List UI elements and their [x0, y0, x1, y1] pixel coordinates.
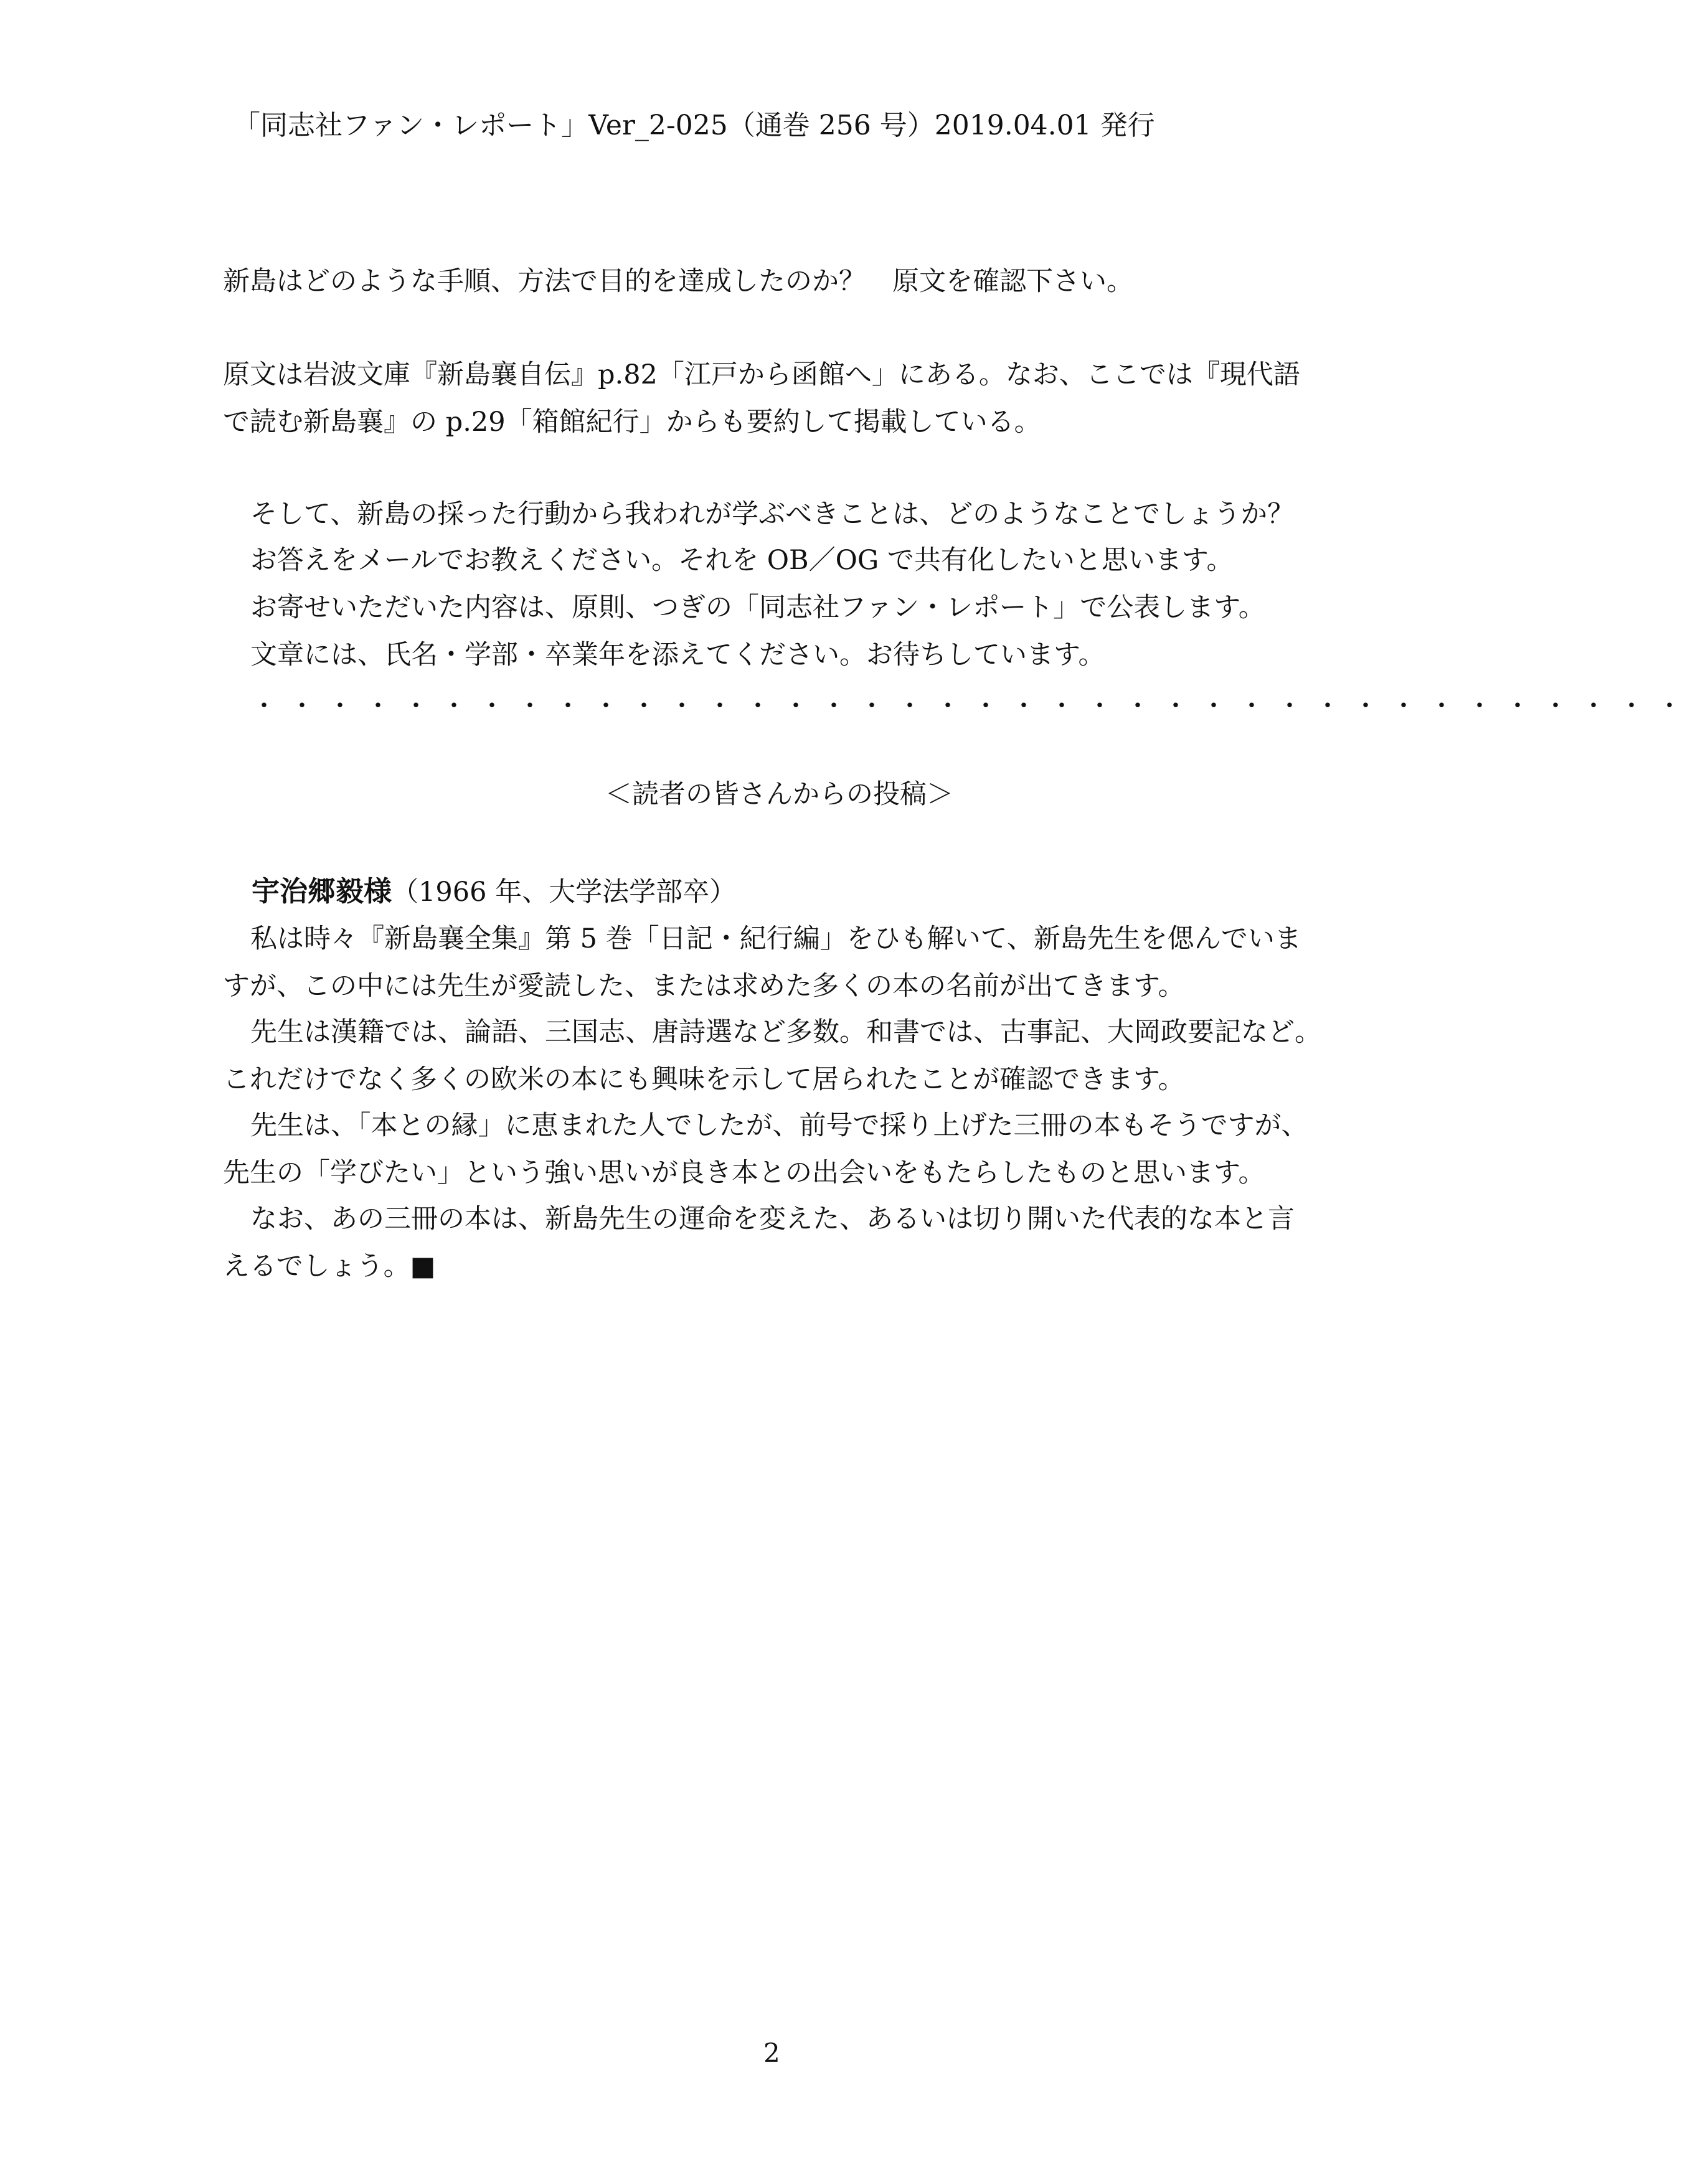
- contribution-line-4: これだけでなく多くの欧米の本にも興味を示して居られたことが確認できます。: [223, 1064, 1185, 1095]
- question-line: 新島はどのような手順、方法で目的を達成したのか？ 原文を確認下さい。: [223, 266, 1133, 297]
- contribution-line-5: 先生は、「本との縁」に恵まれた人でしたが、前号で採り上げた三冊の本もそうですが、: [250, 1110, 1308, 1141]
- invitation-line-2: お答えをメールでお教えください。それを OB／OG で共有化したいと思います。: [250, 545, 1234, 576]
- author-detail: （1966 年、大学法学部卒）: [392, 877, 737, 908]
- contribution-line-3: 先生は漢籍では、論語、三国志、唐詩選など多数。和書では、古事記、大岡政要記など。: [250, 1017, 1321, 1048]
- author-line: [252, 873, 736, 911]
- section-title: ＜読者の皆さんからの投稿＞: [605, 779, 953, 810]
- contribution-line-2: すが、この中には先生が愛読した、または求めた多くの本の名前が出てきます。: [223, 971, 1185, 1002]
- source-line-1: 原文は岩波文庫『新島襄自伝』p.82「江戸から函館へ」にある。なお、ここでは『現代語: [223, 359, 1300, 390]
- contribution-line-1: 私は時々『新島襄全集』第 5 巻「日記・紀行編」をひも解いて、新島先生を偲んでいま: [250, 923, 1301, 954]
- contribution-line-8: えるでしょう。■: [223, 1251, 436, 1282]
- invitation-line-1: そして、新島の採った行動から我われが学ぶべきことは、どのようなことでしょうか？: [250, 499, 1295, 530]
- contribution-line-6: 先生の「学びたい」という強い思いが良き本との出会いをもたらしたものと思います。: [223, 1157, 1265, 1188]
- author-name: 宇治郷毅様: [252, 875, 392, 908]
- invitation-line-4: 文章には、氏名・学部・卒業年を添えてください。お待ちしています。: [250, 639, 1105, 671]
- contribution-line-7: なお、あの三冊の本は、新島先生の運命を変えた、あるいは切り開いた代表的な本と言: [250, 1203, 1295, 1235]
- source-line-2: で読む新島襄』の p.29「箱館紀行」からも要約して掲載している。: [223, 407, 1041, 438]
- newsletter-header: 「同志社ファン・レポート」Ver_2-025（通巻 256 号）2019.04.01 発行: [233, 110, 1155, 141]
- page-number: 2: [763, 2038, 780, 2068]
- invitation-line-3: お寄せいただいた内容は、原則、つぎの「同志社ファン・レポート」で公表します。: [250, 592, 1265, 623]
- dotted-separator: ・・・・・・・・・・・・・・・・・・・・・・・・・・・・・・・・・・・・・・: [252, 692, 1695, 720]
